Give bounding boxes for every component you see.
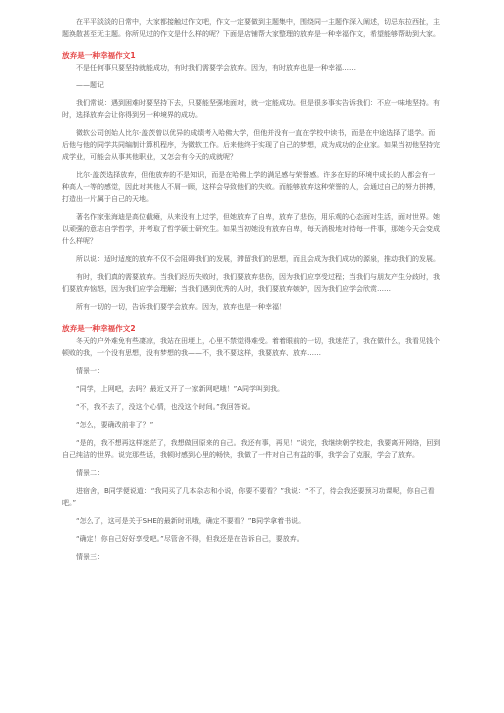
essay-2-paragraph: “怎么，要确改前非了？” [76,421,154,429]
essay-1-paragraph: 不是任何事只要坚持就能成功，有时我们需要学会放弃。因为，有时放弃也是一种幸福…… [76,64,356,72]
essay-1-paragraph: 著名作家张海迪是高位截瘫，从来没有上过学，但她放弃了自卑，放弃了悲伤，用乐观的心态面对生活，面对世界。她以顽强的意志自学哲学，并考取了哲学硕士研究生。如果当初她没有放弃自卑，每天消极地对待每一件事，那她今天会变成什么样呢？ [62,213,440,245]
essay-2-paragraph: “确定！你自己好好享受吧。”尽管舍不得，但我还是在告诉自己，要放弃。 [76,535,304,543]
essay-2-paragraph: 进宿舍，B同学便说道：“我同买了几本杂志和小说，你要不要看？”我说：“不了，待会我还要预习功课呢，你自己看吧。” [62,487,435,507]
essay-2-paragraph: “怎么了，这可是关于SHE的最新时讯哦，确定不要看？”B同学拿着书说。 [76,517,306,525]
essay-2-paragraph: “不，我不去了，没这个心情，也没这个时间。”我回答说。 [76,403,255,411]
essay-2-paragraph: “同学，上网吧，去吗？最近又开了一家新网吧哦！”A同学叫到我。 [76,385,285,393]
essay-2-scene-label: 情景一： [76,367,104,375]
essay-1-paragraph: 有时，我们真的需要放弃。当我们经历失败时，我们要放弃悲伤，因为我们应享受过程；当我们与朋友产生分歧时，我们要放弃恼怒，因为我们应学会理解；当我们遇到优秀的人时，我们要放弃嫉妒，因为我们应学会欣赏…… [62,273,440,293]
essay-2-paragraph: “是的，我不想再这样迷茫了，我想做回原来的自己。我还有事，再见！”说完，我继续朝学校走，我要离开网络，回到自己纯洁的世界。说完那些话，我顿时感到心里的畅快，我做了一件对自己有益的事，我学会了克服，学会了放弃。 [62,439,441,459]
essay-1-title: 放弃是一种幸福作文1 [62,51,136,60]
essay-1-paragraph: 所以说：适时适度的放弃不仅不会阻碍我们的发展，滞留我们的思想，而且会成为我们成功的源泉，推动我们的发展。 [76,255,440,263]
essay-2-paragraph: 冬天的户外难免有些凄凉，我站在田埂上，心里不禁觉得难受。着着眼前的一切，我迷茫了，我在做什么，我看见钱个顿败的我，一个没有思想，没有梦想的我——不，我不要这样，我要放弃、放弃…… [62,337,440,357]
essay-1-paragraph: 比尔·盖茨选择放弃，但他放弃的不是知识，而是在哈佛上学的满足感与荣誉感。许多在好的环境中成长的人都会有一种高人一等的感觉，因此对其他人不屑一顾，这样会导致他们的失败。而能够放弃这种荣誉的人，会通过自己的努力拼搏，打造出一片属于自己的天地。 [62,171,440,203]
essay-1-epigraph-signature: ——题记 [76,81,104,89]
essay-2-scene-label: 情景二： [76,469,104,477]
essay-1-paragraph: 我们常说：遇到困难时要坚持下去，只要能坚强地面对，就一定能成功。但是很多事实告诉我们：不应一味地坚持。有时，选择放弃会让你得到另一种境界的成功。 [62,99,440,119]
essay-1-paragraph: 微软公司创始人比尔·盖茨曾以优异的成绩考入哈佛大学，但他并没有一直在学校中读书，而是在中途选择了退学。而后他与他的同学共同编制计算机程序，为微软工作。后来他终于实现了自己的梦想，成为成功的企业家。如果当初他坚持完成学业，可能会从事其他职业，又怎会有今天的成就呢？ [62,129,440,161]
essay-2-title: 放弃是一种幸福作文2 [62,324,136,333]
essay-1-paragraph: 所有一切的一切，告诉我们要学会放弃。因为，放弃也是一种幸福！ [76,303,286,311]
essay-2-scene-label: 情景三： [76,553,104,561]
intro-paragraph: 在平平淡淡的日常中，大家都接触过作文吧，作文一定要做到主题集中，围绕同一主题作深入阐述，切忌东拉西扯，主题涣散甚至无主题。你所见过的作文是什么样的呢？下面是店铺帮大家整理的放弃是一种幸福作文，希望能够帮助到大家。 [62,18,440,38]
